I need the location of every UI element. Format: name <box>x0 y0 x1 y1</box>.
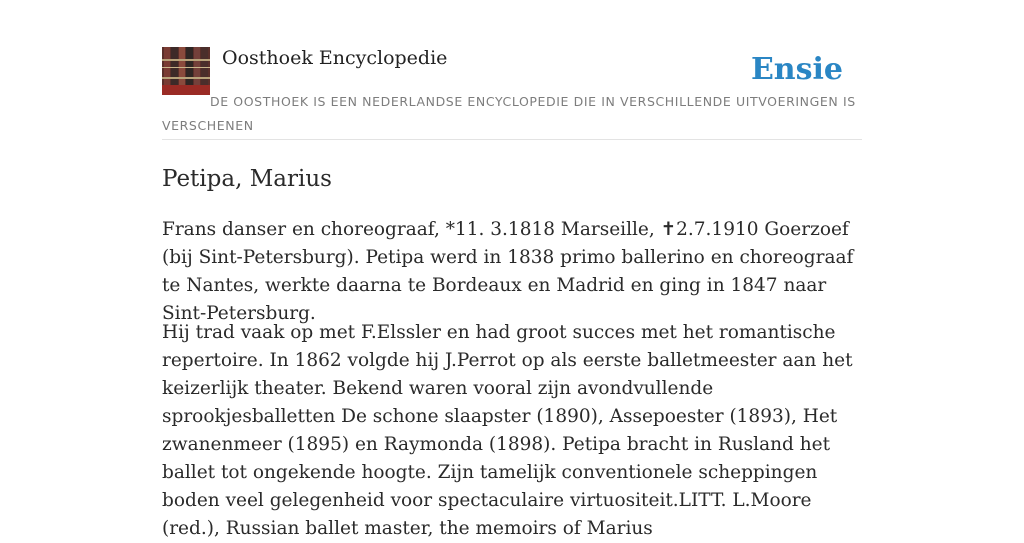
article-paragraph: Hij trad vaak op met F.Elssler en had groot succes met het romantische repertoire. In 1862 volgde hij J.Perrot op als eerste balletmeester aan het keizerlijk theater. Bekend waren vooral zijn avondvullende sprookjesballetten De schone slaapster (1890), Assepoester (1893), Het zwanenmeer (1895) en Raymonda (1898). Petipa bracht in Rusland het ballet tot ongekende hoogte. Zijn tamelijk conventionele scheppingen boden veel gelegenheid voor spectaculaire virtuositeit.LITT. L.Moore (red.), Russian ballet master, the memoirs of Marius <box>162 322 853 539</box>
site-tagline: DE OOSTHOEK IS EEN NEDERLANDSE ENCYCLOPEDIE DIE IN VERSCHILLENDE UITVOERINGEN IS VERSCHENEN <box>162 94 856 133</box>
site-header <box>162 46 862 140</box>
book-spines-icon[interactable] <box>162 47 210 95</box>
article-paragraph: Frans danser en choreograaf, *11. 3.1818 Marseille, ✝2.7.1910 Goerzoef (bij Sint-Petersburg). Petipa werd in 1838 primo ballerino en choreograaf te Nantes, werkte daarna te Bordeaux en Madrid en ging in 1847 naar Sint-Petersburg. <box>162 219 854 324</box>
avatar-image <box>162 47 210 95</box>
brand-logo[interactable]: Ensie <box>750 52 843 87</box>
header-divider <box>162 139 862 140</box>
site-title[interactable]: Oosthoek Encyclopedie <box>222 47 448 69</box>
article-title: Petipa, Marius <box>162 166 332 192</box>
